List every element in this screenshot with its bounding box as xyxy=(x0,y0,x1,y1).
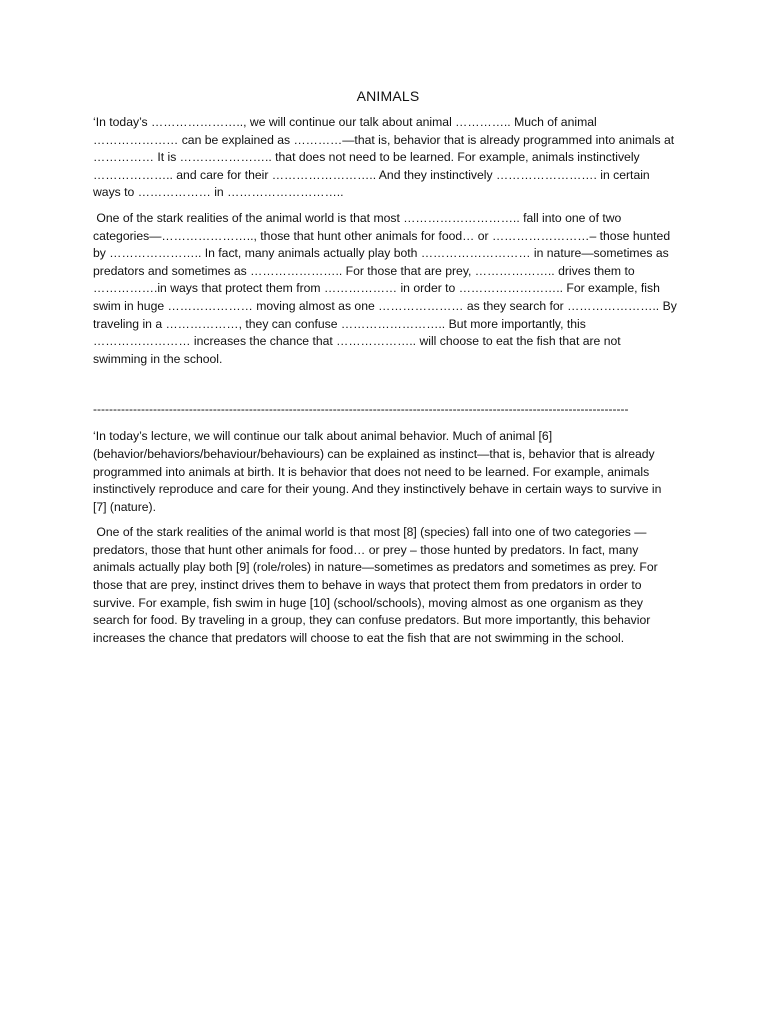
answer-paragraph-1: ‘In today’s lecture, we will continue our talk about animal behavior. Much of animal [6] (behavior/behaviors/behaviour/behaviours) can be explained as instinct—that is, behavior that is already programmed into animals at birth. It is behavior that does not need to be learned. For example, animals instinctively reproduce and care for their young. And they instinctively behave in certain ways to survive in [7] (nature). xyxy=(93,429,665,514)
section-divider: -------------------------------------------------------------------------------------------------------------------------------------- xyxy=(93,402,629,417)
worksheet-paragraph-1: ‘In today’s ………………….., we will continue our talk about animal ………….. Much of animal ………………… can be explained as …………—that is, behavior that is already programmed into animals at …………… It is ………………….. that does not need to be learned. For example, animals instinctively ……………….. and care for their …………………….. And they instinctively ……………………. in certain ways to ……………… in ……………………….. xyxy=(93,115,678,200)
spacer xyxy=(93,376,677,402)
answer-paragraph-2: One of the stark realities of the animal world is that most [8] (species) fall into one of two categories —predators, those that hunt other animals for food… or prey – those hunted by predators. In fact, many animals actually play both [9] (role/roles) in nature—sometimes as predators and sometimes as prey. For those that are prey, instinct drives them to behave in ways that protect them from predators in order to survive. For example, fish swim in huge [10] (school/schools), moving almost as one organism as they search for food. By traveling in a group, they can confuse predators. But more importantly, this behavior increases the chance that predators will choose to eat the fish that are not swimming in the school. xyxy=(93,525,662,645)
worksheet-paragraph-2: One of the stark realities of the animal world is that most ……………………….. fall into one of two categories—………………….., those that hunt other animals for food… or ……………………– those hunted by ………………….. In fact, many animals actually play both ……………………… in nature—sometimes as predators and sometimes as ………………….. For those that are prey, ……………….. drives them to …………….in ways that protect them from ……………… in order to …………………….. For example, fish swim in huge ………………… moving almost as one ………………… as they search for ………………….. By traveling in a ………………, they can confuse …………………….. But more importantly, this …………………… increases the chance that ……………….. will choose to eat the fish that are not swimming in the school. xyxy=(93,210,681,366)
document-title: ANIMALS xyxy=(356,88,420,104)
document-page xyxy=(93,88,681,655)
